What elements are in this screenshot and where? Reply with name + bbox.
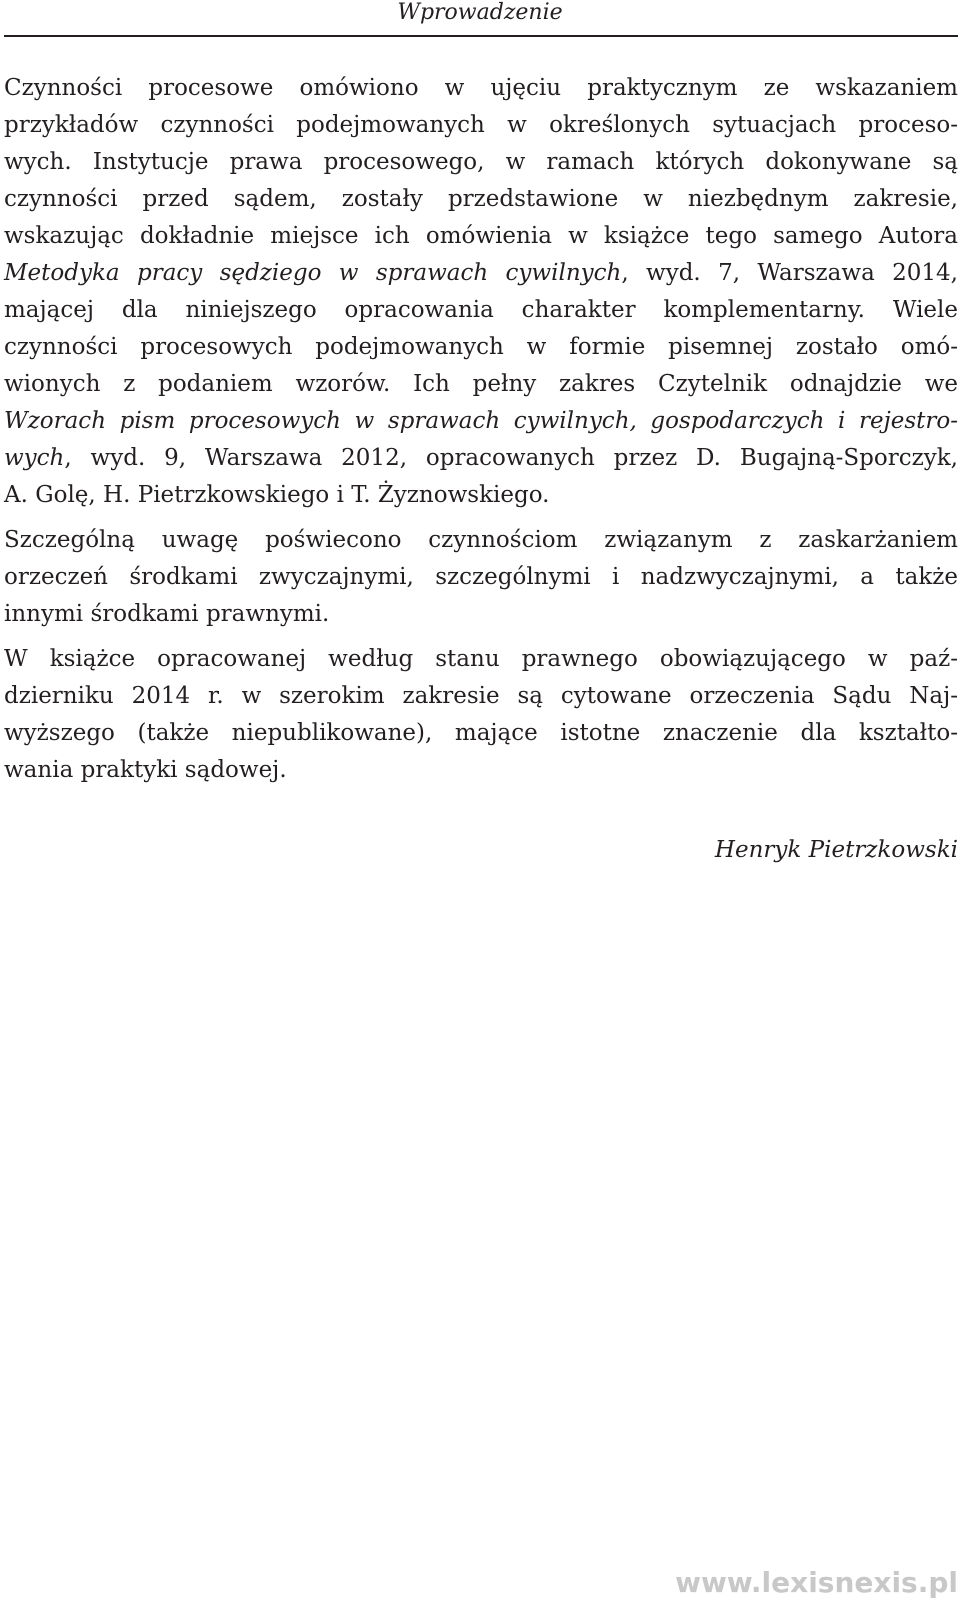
line-text: A. Golę, H. Pietrzkowskiego i T. Żyznowskiego. bbox=[4, 482, 550, 508]
line-text: Czynności procesowe omówiono w ujęciu praktycznym ze wskazaniem bbox=[4, 75, 958, 101]
paragraph bbox=[4, 641, 958, 789]
line-text: W książce opracowanej według stanu prawnego obowiązującego w paź- bbox=[4, 646, 958, 672]
text-line bbox=[4, 70, 958, 107]
text-line bbox=[4, 752, 958, 789]
text-line bbox=[4, 144, 958, 181]
paragraph bbox=[4, 70, 958, 514]
line-text: wskazując dokładnie miejsce ich omówienia w książce tego samego Autora bbox=[4, 223, 958, 249]
header-rule bbox=[4, 35, 958, 37]
line-text: wania praktyki sądowej. bbox=[4, 757, 287, 783]
text-line bbox=[4, 477, 958, 514]
line-text: , wyd. 7, Warszawa 2014, bbox=[621, 260, 958, 286]
text-line bbox=[4, 329, 958, 366]
line-text: czynności przed sądem, zostały przedstawione w niezbędnym zakresie, bbox=[4, 186, 958, 212]
line-text: dzierniku 2014 r. w szerokim zakresie są cytowane orzeczenia Sądu Naj- bbox=[4, 683, 958, 709]
line-text: Szczególną uwagę poświecono czynnościom związanym z zaskarżaniem bbox=[4, 527, 958, 553]
text-line bbox=[4, 181, 958, 218]
running-title: Wprowadzenie bbox=[397, 0, 563, 25]
text-line bbox=[4, 107, 958, 144]
text-line bbox=[4, 218, 958, 255]
italic-title-text: wych bbox=[4, 445, 65, 471]
text-line bbox=[4, 255, 958, 292]
text-line bbox=[4, 559, 958, 596]
text-line bbox=[4, 292, 958, 329]
text-line bbox=[4, 440, 958, 477]
line-text: przykładów czynności podejmowanych w określonych sytuacjach proceso- bbox=[4, 112, 958, 138]
italic-title-text: Metodyka pracy sędziego w sprawach cywilnych bbox=[4, 260, 622, 286]
body-text bbox=[4, 70, 958, 797]
line-text: wych. Instytucje prawa procesowego, w ramach których dokonywane są bbox=[4, 149, 958, 175]
line-text: innymi środkami prawnymi. bbox=[4, 601, 330, 627]
author-signature: Henryk Pietrzkowski bbox=[714, 837, 958, 863]
text-line bbox=[4, 403, 958, 440]
line-text: , wyd. 9, Warszawa 2012, opracowanych przez D. Bugajną-Sporczyk, bbox=[64, 445, 958, 471]
text-line bbox=[4, 596, 958, 633]
text-line bbox=[4, 641, 958, 678]
line-text: wionych z podaniem wzorów. Ich pełny zakres Czytelnik odnajdzie we bbox=[4, 371, 958, 397]
line-text: wyższego (także niepublikowane), mające istotne znaczenie dla kształto- bbox=[4, 720, 958, 746]
text-line bbox=[4, 678, 958, 715]
publisher-url: www.lexisnexis.pl bbox=[675, 1566, 958, 1599]
italic-title-text: Wzorach pism procesowych w sprawach cywilnych, gospodarczych i rejestro- bbox=[4, 408, 958, 434]
line-text: czynności procesowych podejmowanych w formie pisemnej zostało omó- bbox=[4, 334, 958, 360]
text-line bbox=[4, 522, 958, 559]
line-text: orzeczeń środkami zwyczajnymi, szczególnymi i nadzwyczajnymi, a także bbox=[4, 564, 958, 590]
paragraph bbox=[4, 522, 958, 633]
line-text: mającej dla niniejszego opracowania charakter komplementarny. Wiele bbox=[4, 297, 958, 323]
text-line bbox=[4, 366, 958, 403]
text-line bbox=[4, 715, 958, 752]
